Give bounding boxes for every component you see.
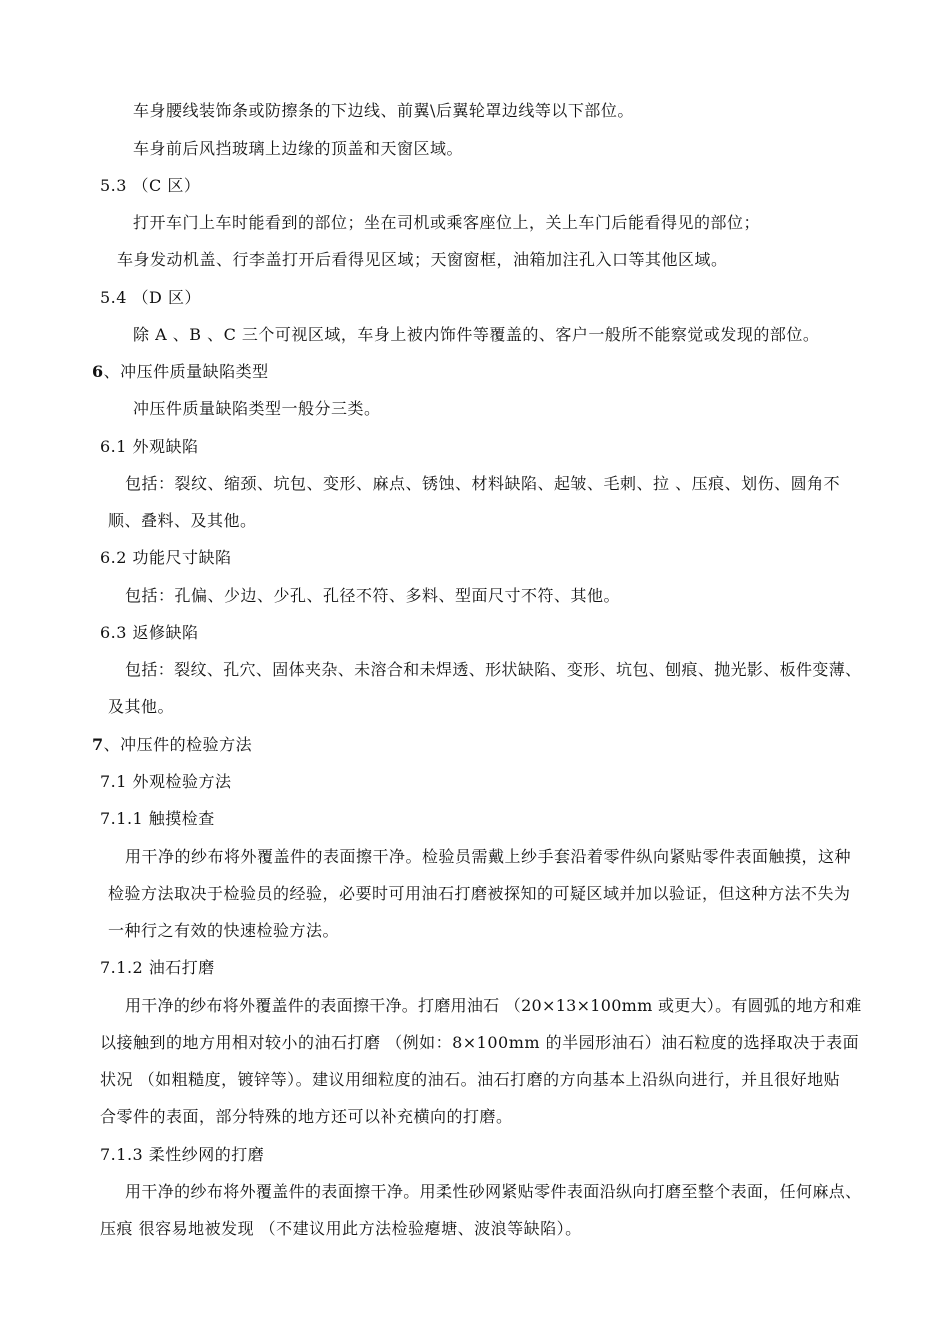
text-line: 状况 （如粗糙度，镀锌等）。建议用细粒度的油石。油石打磨的方向基本上沿纵向进行，并且很好地贴 <box>100 1070 841 1089</box>
text-line: 合零件的表面，部分特殊的地方还可以补充横向的打磨。 <box>100 1107 513 1126</box>
section-heading: 7.1.1 触摸检查 <box>100 809 215 828</box>
text-line: 压痕 很容易地被发现 （不建议用此方法检验瘪塘、波浪等缺陷）。 <box>100 1219 582 1238</box>
text-line: 包括：裂纹、缩颈、坑包、变形、麻点、锈蚀、材料缺陷、起皱、毛刺、拉 、压痕、划伤、圆角不 <box>125 474 841 493</box>
text-line: 用干净的纱布将外覆盖件的表面擦干净。用柔性砂网紧贴零件表面沿纵向打磨至整个表面，任何麻点、 <box>125 1182 862 1201</box>
text-line: 车身前后风挡玻璃上边缘的顶盖和天窗区域。 <box>133 139 464 158</box>
section-heading: 6.3 返修缺陷 <box>100 623 199 642</box>
text-line: 检验方法取决于检验员的经验，必要时可用油石打磨被探知的可疑区域并加以验证，但这种方法不失为 <box>108 884 851 903</box>
section-heading: 7.1 外观检验方法 <box>100 772 232 791</box>
text-line: 包括：裂纹、孔穴、固体夹杂、未溶合和未焊透、形状缺陷、变形、坑包、刨痕、抛光影、板件变薄、 <box>125 660 862 679</box>
text-line: 顺、叠料、及其他。 <box>108 511 257 530</box>
text-line: 包括：孔偏、少边、少孔、孔径不符、多料、型面尺寸不符、其他。 <box>125 586 621 605</box>
text-line: 除 A 、B 、C 三个可视区域，车身上被内饰件等覆盖的、客户一般所不能察觉或发现的部位。 <box>133 325 820 344</box>
chapter-heading <box>92 362 269 382</box>
chapter-number: 6 <box>92 362 104 381</box>
chapter-number: 7 <box>92 735 104 754</box>
text-line: 及其他。 <box>108 697 175 716</box>
section-heading: 6.2 功能尺寸缺陷 <box>100 548 232 567</box>
section-heading: 5.3 （C 区） <box>100 176 201 195</box>
text-line: 用干净的纱布将外覆盖件的表面擦干净。打磨用油石 （20×13×100mm 或更大）。有圆弧的地方和难 <box>125 996 862 1015</box>
chapter-title: 、冲压件的检验方法 <box>103 735 253 754</box>
text-line: 冲压件质量缺陷类型一般分三类。 <box>133 399 381 418</box>
section-heading: 5.4 （D 区） <box>100 288 201 307</box>
text-line: 以接触到的地方用相对较小的油石打磨 （例如：8×100mm 的半园形油石）油石粒度的选择取决于表面 <box>100 1033 860 1052</box>
section-heading: 7.1.3 柔性纱网的打磨 <box>100 1145 265 1164</box>
chapter-title: 、冲压件质量缺陷类型 <box>103 362 269 381</box>
chapter-heading <box>92 735 252 755</box>
text-line: 用干净的纱布将外覆盖件的表面擦干净。检验员需戴上纱手套沿着零件纵向紧贴零件表面触摸，这种 <box>125 847 852 866</box>
text-line: 车身发动机盖、行李盖打开后看得见区域；天窗窗框，油箱加注孔入口等其他区域。 <box>117 250 728 269</box>
text-line: 车身腰线装饰条或防擦条的下边线、前翼\后翼轮罩边线等以下部位。 <box>133 101 634 120</box>
text-line: 打开车门上车时能看到的部位；坐在司机或乘客座位上，关上车门后能看得见的部位； <box>133 213 761 232</box>
section-heading: 7.1.2 油石打磨 <box>100 958 215 977</box>
section-heading: 6.1 外观缺陷 <box>100 437 199 456</box>
text-line: 一种行之有效的快速检验方法。 <box>108 921 340 940</box>
